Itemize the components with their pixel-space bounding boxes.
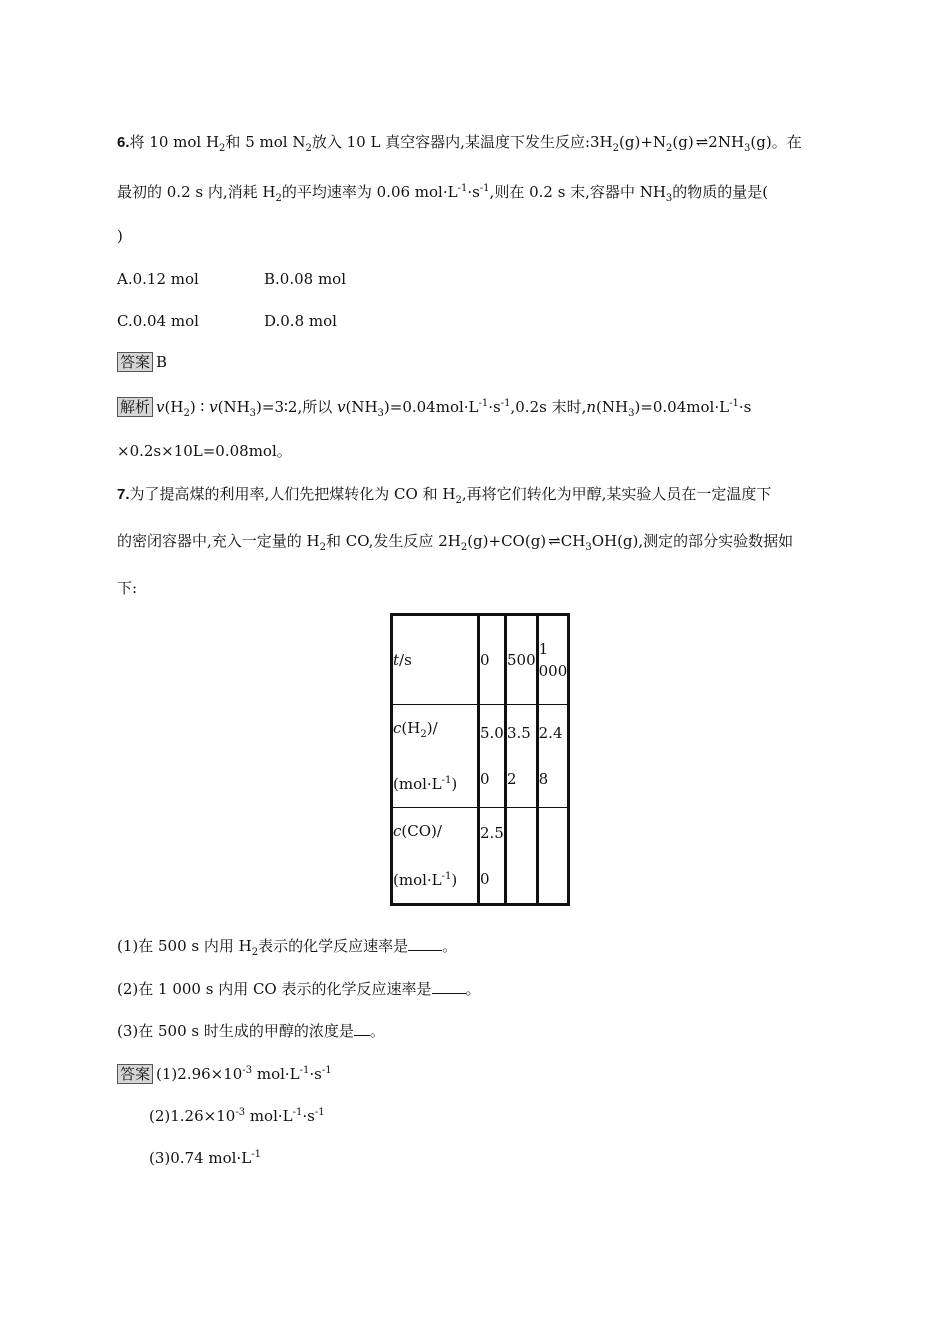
h2-value: 5.0 0 (479, 705, 506, 808)
equilibrium-arrow-icon: ⇌ (548, 532, 559, 550)
q7-sub3: (3)在 500 s 时生成的甲醇的浓度是 。 (117, 1022, 385, 1040)
q6-option-d: D.0.8 mol (264, 312, 337, 330)
q6-line1: 6.将 10 mol $H_2$和 5 mol $N_2$放入 10 L 真空容器内,某温度下发生反应$:3H_2(g)+N_2(g)$ ⇌ $2NH_3(g)$。在 (117, 133, 802, 154)
q6-option-a: A.0.12 mol (117, 270, 199, 288)
table-row (392, 808, 569, 905)
q6-analysis-cont: ×0.2s×10L=0.08mol。 (117, 442, 292, 460)
q7-sub2: (2)在 1 000 s 内用 CO 表示的化学反应速率是 。 (117, 980, 481, 998)
answer-blank[interactable] (432, 979, 466, 994)
q7-answer-1: 答案 $(1)2.96\times 10^{-3}$ $mol\cdot L^{-1}\cdot s^{-1}$ (117, 1060, 332, 1085)
q6-option-c: C.0.04 mol (117, 312, 199, 330)
table-row (392, 615, 569, 705)
q7-line2: 的密闭容器中,充入一定量的 $H_2$和 CO,发生反应 $2H_2(g)+CO(g)$ ⇌ $CH_3OH(g)$,测定的部分实验数据如 (117, 532, 794, 553)
q7-answer-2: $(2)1.26\times 10^{-3}$ $mol\cdot L^{-1}\cdot s^{-1}$ (149, 1107, 325, 1125)
answer-blank[interactable] (408, 936, 442, 951)
h2-value: 2.4 8 (537, 705, 569, 808)
analysis-tag: 解析 (117, 397, 153, 417)
co-value-empty (506, 808, 538, 905)
q7-line1: 7.为了提高煤的利用率,人们先把煤转化为 CO 和 $H_2$,再将它们转化为甲醇,某实验人员在一定温度下 (117, 485, 772, 506)
t-value: 0 (479, 615, 506, 705)
t-header: t/s (392, 615, 479, 705)
h2-value: 3.5 2 (506, 705, 538, 808)
answer-tag: 答案 (117, 352, 153, 372)
answer-blank[interactable] (354, 1021, 370, 1036)
q6-line3: ) (117, 227, 123, 245)
t-value: 1 000 (537, 615, 569, 705)
answer-tag: 答案 (117, 1064, 153, 1084)
q6-option-b: B.0.08 mol (264, 270, 347, 288)
equilibrium-arrow-icon: ⇌ (695, 133, 707, 151)
co-header: c(CO)/ $(mol\cdot L^{-1})$ (392, 808, 479, 905)
co-value: 2.5 0 (479, 808, 506, 905)
q7-number: 7. (117, 486, 130, 503)
q6-answer: 答案 B (117, 351, 167, 373)
q7-answer-3: (3)0.74 $mol\cdot L^{-1}$ (149, 1149, 261, 1167)
co-value-empty (537, 808, 569, 905)
q6-line2: 最初的 0.2 s 内,消耗 $H_2$的平均速率为 0.06 $mol\cdot L^{-1}\cdot s^{-1}$,则在 0.2 s 末,容器中 $NH_3$的物质的量是( (117, 183, 769, 204)
table-row (392, 705, 569, 808)
t-value: 500 (506, 615, 538, 705)
q6-analysis: 解析 $v(H_2)$ ∶ $v(NH_3)=3∶2$,所以 $v(NH_3)=0.04mol\cdot L^{-1}\cdot s^{-1},0.2s$ 末时$,n(NH_3)=0.04mol\cdot L^{-1}\cdot s$ (117, 393, 751, 425)
q7-sub1: (1)在 500 s 内用 $H_2$表示的化学反应速率是 。 (117, 937, 458, 958)
q6-number: 6. (117, 134, 130, 151)
data-table (390, 613, 570, 906)
q7-line3: 下: (117, 579, 138, 597)
h2-header: $c(H_2)/$ $(mol\cdot L^{-1})$ (392, 705, 479, 808)
